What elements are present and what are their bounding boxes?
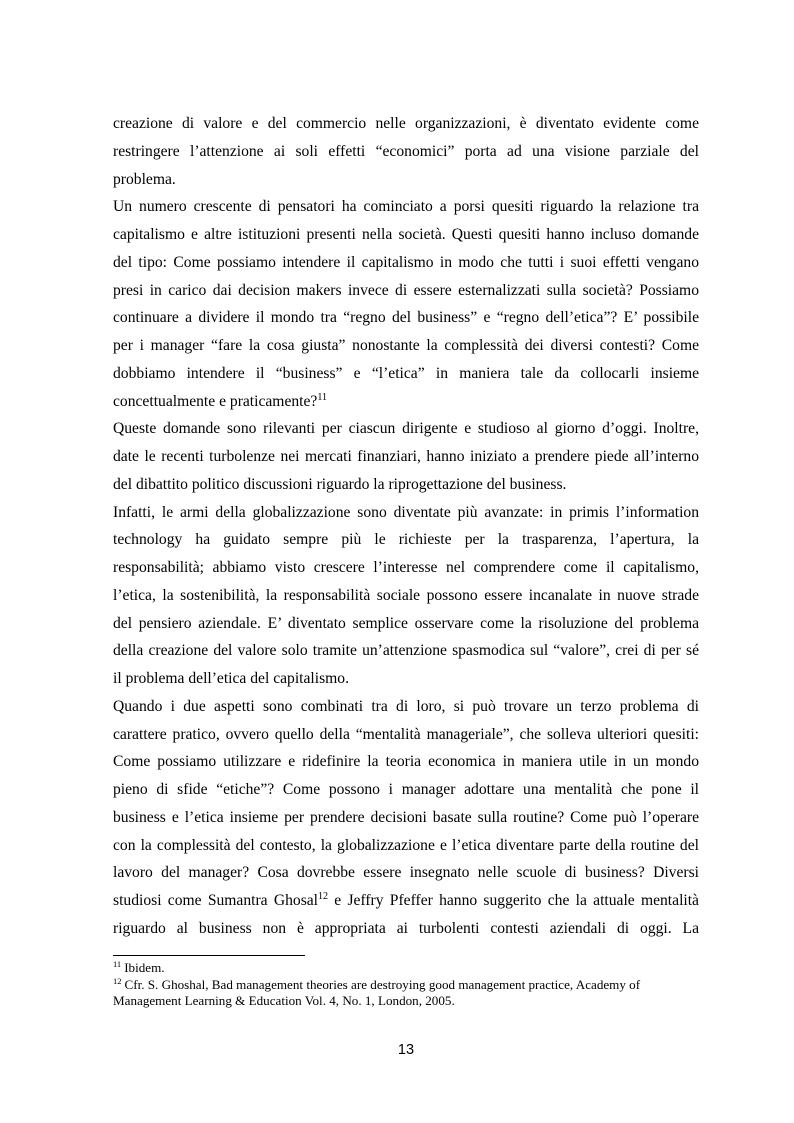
footnote xyxy=(113,977,699,994)
body-line: presi in carico dai decision makers invece di essere esternalizzati sulla società? Possiamo xyxy=(113,281,699,299)
body-line: del dibattito politico discussioni riguardo la riprogettazione del business. xyxy=(113,475,567,493)
body-line: date le recenti turbolenze nei mercati finanziari, hanno iniziato a prendere piede all’interno xyxy=(113,448,699,465)
body-line: capitalismo e altre istituzioni presenti nella società. Questi quesiti hanno incluso domande xyxy=(113,226,699,243)
paragraph xyxy=(113,193,699,415)
body-line: creazione di valore e del commercio nelle organizzazioni, è diventato evidente come xyxy=(113,115,699,132)
body-line: del pensiero aziendale. E’ diventato semplice osservare come la risoluzione del problema xyxy=(113,614,699,632)
footnote-marker: 11 xyxy=(113,959,122,969)
footnote xyxy=(113,960,699,977)
footnote-reference: 11 xyxy=(317,391,327,403)
paragraph xyxy=(113,499,699,693)
body-line: technology ha guidato sempre più le richieste per la trasparenza, l’apertura, la xyxy=(113,531,699,549)
paragraph xyxy=(113,415,699,498)
body-line: della creazione del valore solo tramite un’attenzione spasmodica sul “valore”, crei di per sé xyxy=(113,642,699,660)
body-line: responsabilità; abbiamo visto crescere l’interesse nel comprendere come il capitalismo, xyxy=(113,559,699,576)
body-line: carattere pratico, ovvero quello della “mentalità manageriale”, che solleva ulteriori quesiti: xyxy=(113,725,699,743)
body-line xyxy=(113,887,699,915)
body-line: problema. xyxy=(113,170,176,188)
footnote-text: Ibidem. xyxy=(124,960,165,975)
body-line: Come possiamo utilizzare e ridefinire la teoria economica in maniera utile in un mondo xyxy=(113,753,699,771)
footnote-reference: 12 xyxy=(318,891,329,902)
body-text xyxy=(113,110,699,943)
body-line: del tipo: Come possiamo intendere il capitalismo in modo che tutti i suoi effetti vengano xyxy=(113,253,699,271)
body-line: Quando i due aspetti sono combinati tra di loro, si può trovare un terzo problema di xyxy=(113,697,699,715)
body-line-text: concettualmente e praticamente? xyxy=(113,392,318,410)
body-line: l’etica, la sostenibilità, la responsabilità sociale possono essere incanalate in nuove strade xyxy=(113,586,699,604)
body-line: Un numero crescente di pensatori ha cominciato a porsi quesiti riguardo la relazione tra xyxy=(113,198,699,216)
body-line: restringere l’attenzione ai soli effetti “economici” porta ad una visione parziale del xyxy=(113,142,699,160)
body-line: pieno di sfide “etiche”? Come possono i manager adottare una mentalità che pone il xyxy=(113,781,699,798)
body-line: Infatti, le armi della globalizzazione sono diventate più avanzate: in primis l’information xyxy=(113,503,699,521)
footnote-marker: 12 xyxy=(113,975,122,986)
footnote-separator xyxy=(113,955,305,956)
page-number: 13 xyxy=(397,1042,415,1058)
body-line: il problema dell’etica del capitalismo. xyxy=(113,670,349,687)
footnotes xyxy=(113,960,699,1010)
body-line: lavoro del manager? Cosa dovrebbe essere insegnato nelle scuole di business? Diversi xyxy=(113,864,699,882)
body-line-text: e Jeffry Pfeffer hanno suggerito che la attuale mentalità xyxy=(328,892,699,909)
body-line: business e l’etica insieme per prendere decisioni basate sulla routine? Come può l’operare xyxy=(113,808,699,826)
footnote-text: Cfr. S. Ghoshal, Bad management theories are destroying good management practice, Academy of xyxy=(124,976,641,992)
body-line xyxy=(113,388,699,416)
body-line: Queste domande sono rilevanti per ciascun dirigente e studioso al giorno d’oggi. Inoltre, xyxy=(113,420,699,438)
body-line: dobbiamo intendere il “business” e “l’etica” in maniera tale da collocarli insieme xyxy=(113,364,699,382)
footnote-continuation: Management Learning & Education Vol. 4, No. 1, London, 2005. xyxy=(113,993,455,1008)
body-line: riguardo al business non è appropriata ai turbolenti contesti aziendali di oggi. La xyxy=(113,919,699,937)
body-line: con la complessità del contesto, la globalizzazione e l’etica diventare parte della routine del xyxy=(113,836,699,854)
body-line: continuare a dividere il mondo tra “regno del business” e “regno dell’etica”? E’ possibile xyxy=(113,309,699,327)
body-line-text: studiosi come Sumantra Ghosal xyxy=(113,892,319,909)
body-line: per i manager “fare la cosa giusta” nonostante la complessità dei diversi contesti? Come xyxy=(113,337,699,354)
paragraph xyxy=(113,110,699,193)
paragraph xyxy=(113,693,699,943)
